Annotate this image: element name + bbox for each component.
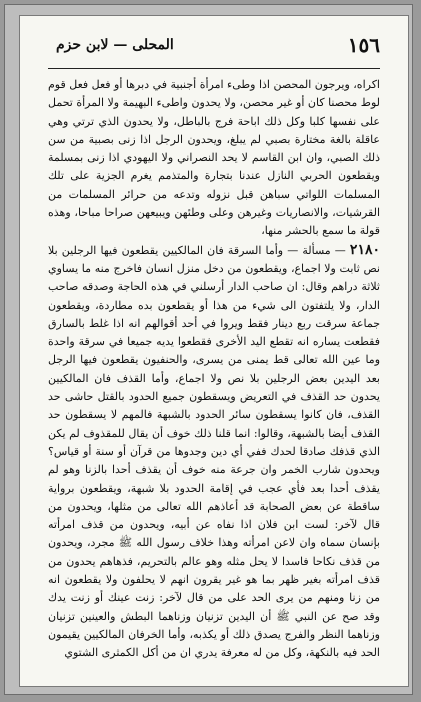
viewer-frame <box>4 4 413 695</box>
section-label: مسألة <box>302 243 331 257</box>
running-title: المحلى — لابن حزم <box>56 37 174 53</box>
section-number: ٢١٨٠ <box>349 241 380 258</box>
paragraph-1: اكراه، ويرجون المحصن اذا وطىء امرأة أجنبية في دبرها أو فعل فعل قوم لوط محصنا كان أو غير محصن، ولا يحدون واطىء البهيمة ولا المرأة تحمل على نفسها كلبا وكل ذلك اباحة فرج بالباطل، ولا يحدون الذي ترتي وهي عاقلة بالغة مختارة بصبي لم يبلغ، ويحدون الرجل اذا زنى بصبية من سن ذلك الصبي، وان ابن القاسم لا يحد النصراني ولا اليهودي اذا زنى بمسلمة ويقطعون الحربي النازل عندنا بتجارة والمتذمم يغرم الجزية على تلك المسلمات اللواتي سباهن قبل نزوله وتدعه من حرائر المسلمات من القرشيات، والانصاريات وغيرهن وعلى وطئهن ويبيعهن صراحا مباحا، وهذه قولة ما سمع بالحشر منها، <box>48 78 380 238</box>
document-page <box>20 16 408 686</box>
body-text <box>48 76 380 663</box>
section-text: وأما السرقة فان المالكيين يقطعون فيها الرجلين بلا نص ثابت ولا اجماع، ويقطعون من دخل منزل انسان فاخرج منه ما يساوي ثلاثة دراهم وقال: ان صاحب الدار أرسلني في هذه الحاجة وصدقه صاحب الدار، ولا يلتفتون الى شيء من هذا أو يقطعون بده مطاردة، ويقطعون جماعة سرقت ربع دينار فقط ويروا في أحد أقوالهم انه اذا غلط بالسارق فقطعت يساره انه تقطع اليد الأخرى فقطعوا يديه جميعا في سرقة واحدة وما عين الله تعالى قط يمنى من يسرى، والحنفيون يقطعون فيها الرجل بعد اليدين بعض الرجلين بلا نص ولا اجماع، وأما القذف فان المالكيين يحدون حد القذف في التعريض ويسقطون جميع الحدود بالقتل حاشى حد القذف، فان كانوا يسقطون سائر الحدود بالشبهة فالمهم لا يسقطون حد القذف أيضا بالشبهة، وقالوا: انما قلنا ذلك خوف أن يقال للمقذوف لم يكن الذي قذفك صادقا لحدك ففي أي دين وجدوها من قرآن أو سنة أو قياس؟ ويحدون شارب الخمر وان جرعة منه خوف أن يقذف أحدا بالزنا وهو لم يقذف أحدا بعد فأي عجب في إقامة الحدود بلا شبهة، ويقطعون برواية ساقطة عن بعض الصحابة قد أعاذهم الله تعالى من مثلها، ويحدون من قال لآخر: لست ابن فلان اذا نفاه عن أبيه، ويحدون من قذف امرأته بإنسان سماه وان لاعن امرأته وهذا خلاف رسول الله ﷺ مجرد، ويحدون من قذف نكاحا فاسدا لا يحل مثله وهو عالم بالتحريم، فذهاهم يحدون من قذف امرأته بغير ظهر بما هو غير يقرون انهم لا يحلفون ولا يقطعون انه من زنا ومنهم من يرى الحد على من قال لآخر: زنت عينك أو زنت يدك وقد صح عن النبي ﷺ أن اليدين تزنيان وزناهما البطش والعينين تزنيان وزناهما النظر والفرج يصدق ذلك أو يكذبه، وأما الخرفان المالكيين يقيمون الحد فيه بالنكهة، وكل من له معرفة يدري ان من أكل الكمثرى الشتوي <box>48 243 381 660</box>
header-rule <box>48 68 380 69</box>
section-paragraph: ٢١٨٠ — مسألة — وأما السرقة فان المالكيين يقطعون فيها الرجلين بلا نص ثابت ولا اجماع، ويقطعون من دخل منزل انسان فاخرج منه ما يساوي ثلاثة دراهم وقال: ان صاحب الدار أرسلني في هذه الحاجة وصدقه صاحب الدار، ولا يلتفتون الى شيء من هذا أو يقطعون بده مطاردة، ويقطعون جماعة سرقت ربع دينار فقط ويروا في أحد أقوالهم انه اذا غلط بالسارق فقطعت يساره انه تقطع اليد الأخرى فقطعوا يديه جميعا في سرقة واحدة وما عين الله تعالى قط يمنى من يسرى، والحنفيون يقطعون فيها الرجل بعد اليدين بعض الرجلين بلا نص ولا اجماع، وأما القذف فان المالكيين يحدون حد القذف في التعريض ويسقطون جميع الحدود بالقتل حاشى حد القذف، فان كانوا يسقطون سائر الحدود بالشبهة فالمهم لا يسقطون حد القذف أيضا بالشبهة، وقالوا: انما قلنا ذلك خوف أن يقال للمقذوف لم يكن الذي قذفك صادقا لحدك ففي أي دين وجدوها من قرآن أو سنة أو قياس؟ ويحدون شارب الخمر وان جرعة منه خوف أن يقذف أحدا بالزنا وهو لم يقذف أحدا بعد فأي عجب في إقامة الحدود بلا شبهة، ويقطعون برواية ساقطة عن بعض الصحابة قد أعاذهم الله تعالى من مثلها، ويحدون من قال لآخر: لست ابن فلان اذا نفاه عن أبيه، ويحدون من قذف امرأته بإنسان سماه وان لاعن امرأته وهذا خلاف رسول الله ﷺ مجرد، ويحدون من قذف نكاحا فاسدا لا يحل مثله وهو عالم بالتحريم، فذهاهم يحدون من قذف امرأته بغير ظهر بما هو غير يقرون انهم لا يحلفون ولا يقطعون انه من زنا ومنهم من يرى الحد على من قال لآخر: زنت عينك أو زنت يدك وقد صح عن النبي ﷺ أن اليدين تزنيان وزناهما البطش والعينين تزنيان وزناهما النظر والفرج يصدق ذلك أو يكذبه، وأما الخرفان المالكيين يقيمون الحد فيه بالنكهة، وكل من له معرفة يدري ان من أكل الكمثرى الشتوي <box>48 241 381 660</box>
page-number: ١٥٦ <box>347 33 380 57</box>
page-header <box>48 30 380 60</box>
